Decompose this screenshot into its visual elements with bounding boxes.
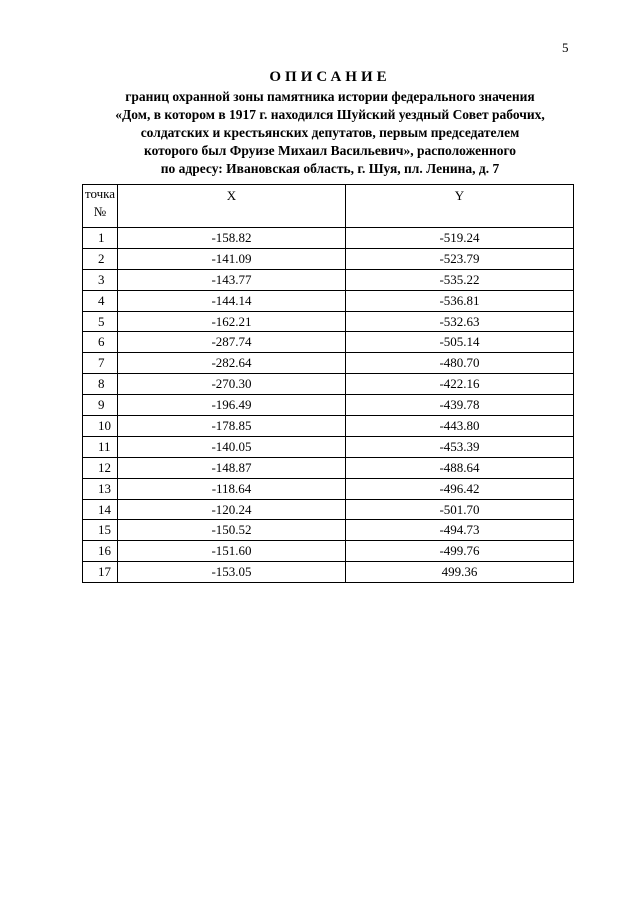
cell-point-number: 12 [83, 457, 118, 478]
heading-line-4: которого был Фруизе Михаил Васильевич», расположенного [143, 143, 517, 158]
table-row [83, 269, 574, 290]
cell-point-number: 2 [83, 248, 118, 269]
cell-x: -153.05 [118, 562, 346, 583]
table-row [83, 478, 574, 499]
document-title: ОПИСАНИЕ [269, 69, 391, 85]
cell-point-number: 17 [83, 562, 118, 583]
header-point-number [83, 185, 118, 228]
cell-y: -501.70 [346, 499, 574, 520]
table-row [83, 520, 574, 541]
table-row [83, 541, 574, 562]
heading-line-3: солдатских и крестьянских депутатов, первым председателем [140, 125, 520, 140]
cell-x: -144.14 [118, 290, 346, 311]
cell-x: -141.09 [118, 248, 346, 269]
cell-x: -151.60 [118, 541, 346, 562]
cell-x: -140.05 [118, 436, 346, 457]
cell-y: -496.42 [346, 478, 574, 499]
cell-x: -270.30 [118, 374, 346, 395]
table-row [83, 457, 574, 478]
cell-point-number: 6 [83, 332, 118, 353]
header-point-label: точка [84, 186, 116, 201]
cell-point-number: 3 [83, 269, 118, 290]
cell-y: -536.81 [346, 290, 574, 311]
cell-x: -150.52 [118, 520, 346, 541]
cell-point-number: 1 [83, 228, 118, 249]
table-row [83, 562, 574, 583]
table-row [83, 228, 574, 249]
page-number: 5 [562, 40, 569, 55]
table-row [83, 248, 574, 269]
cell-x: -178.85 [118, 416, 346, 437]
cell-point-number: 14 [83, 499, 118, 520]
cell-point-number: 9 [83, 395, 118, 416]
header-x: X [118, 185, 346, 228]
heading-line-1: границ охранной зоны памятника истории федерального значения [125, 89, 535, 104]
cell-point-number: 8 [83, 374, 118, 395]
heading-line-2: «Дом, в котором в 1917 г. находился Шуйский уездный Совет рабочих, [115, 107, 545, 122]
cell-x: -158.82 [118, 228, 346, 249]
cell-point-number: 16 [83, 541, 118, 562]
header-y: Y [346, 185, 574, 228]
cell-y: -480.70 [346, 353, 574, 374]
table-row [83, 436, 574, 457]
cell-y: -523.79 [346, 248, 574, 269]
cell-x: -282.64 [118, 353, 346, 374]
cell-x: -196.49 [118, 395, 346, 416]
document-heading [60, 68, 600, 178]
cell-x: -162.21 [118, 311, 346, 332]
cell-y: -439.78 [346, 395, 574, 416]
cell-point-number: 4 [83, 290, 118, 311]
table-row [83, 353, 574, 374]
table-row [83, 332, 574, 353]
cell-point-number: 15 [83, 520, 118, 541]
cell-y: -443.80 [346, 416, 574, 437]
table-header-row [83, 185, 574, 228]
table-row [83, 290, 574, 311]
table-row [83, 374, 574, 395]
table-row [83, 311, 574, 332]
table-row [83, 416, 574, 437]
cell-point-number: 11 [83, 436, 118, 457]
cell-y: -505.14 [346, 332, 574, 353]
cell-y: -519.24 [346, 228, 574, 249]
cell-y: -488.64 [346, 457, 574, 478]
cell-y: -535.22 [346, 269, 574, 290]
cell-x: -120.24 [118, 499, 346, 520]
cell-x: -148.87 [118, 457, 346, 478]
cell-x: -143.77 [118, 269, 346, 290]
cell-y: -422.16 [346, 374, 574, 395]
cell-point-number: 10 [83, 416, 118, 437]
cell-y: -532.63 [346, 311, 574, 332]
cell-point-number: 5 [83, 311, 118, 332]
cell-y: -499.76 [346, 541, 574, 562]
table-row [83, 395, 574, 416]
coordinates-table [82, 184, 574, 583]
table-body [83, 228, 574, 583]
cell-point-number: 13 [83, 478, 118, 499]
header-number-sign: № [93, 204, 107, 219]
cell-y: -453.39 [346, 436, 574, 457]
cell-y: -494.73 [346, 520, 574, 541]
cell-y: 499.36 [346, 562, 574, 583]
cell-point-number: 7 [83, 353, 118, 374]
table-row [83, 499, 574, 520]
heading-line-5: по адресу: Ивановская область, г. Шуя, пл. Ленина, д. 7 [160, 161, 500, 176]
cell-x: -118.64 [118, 478, 346, 499]
cell-x: -287.74 [118, 332, 346, 353]
